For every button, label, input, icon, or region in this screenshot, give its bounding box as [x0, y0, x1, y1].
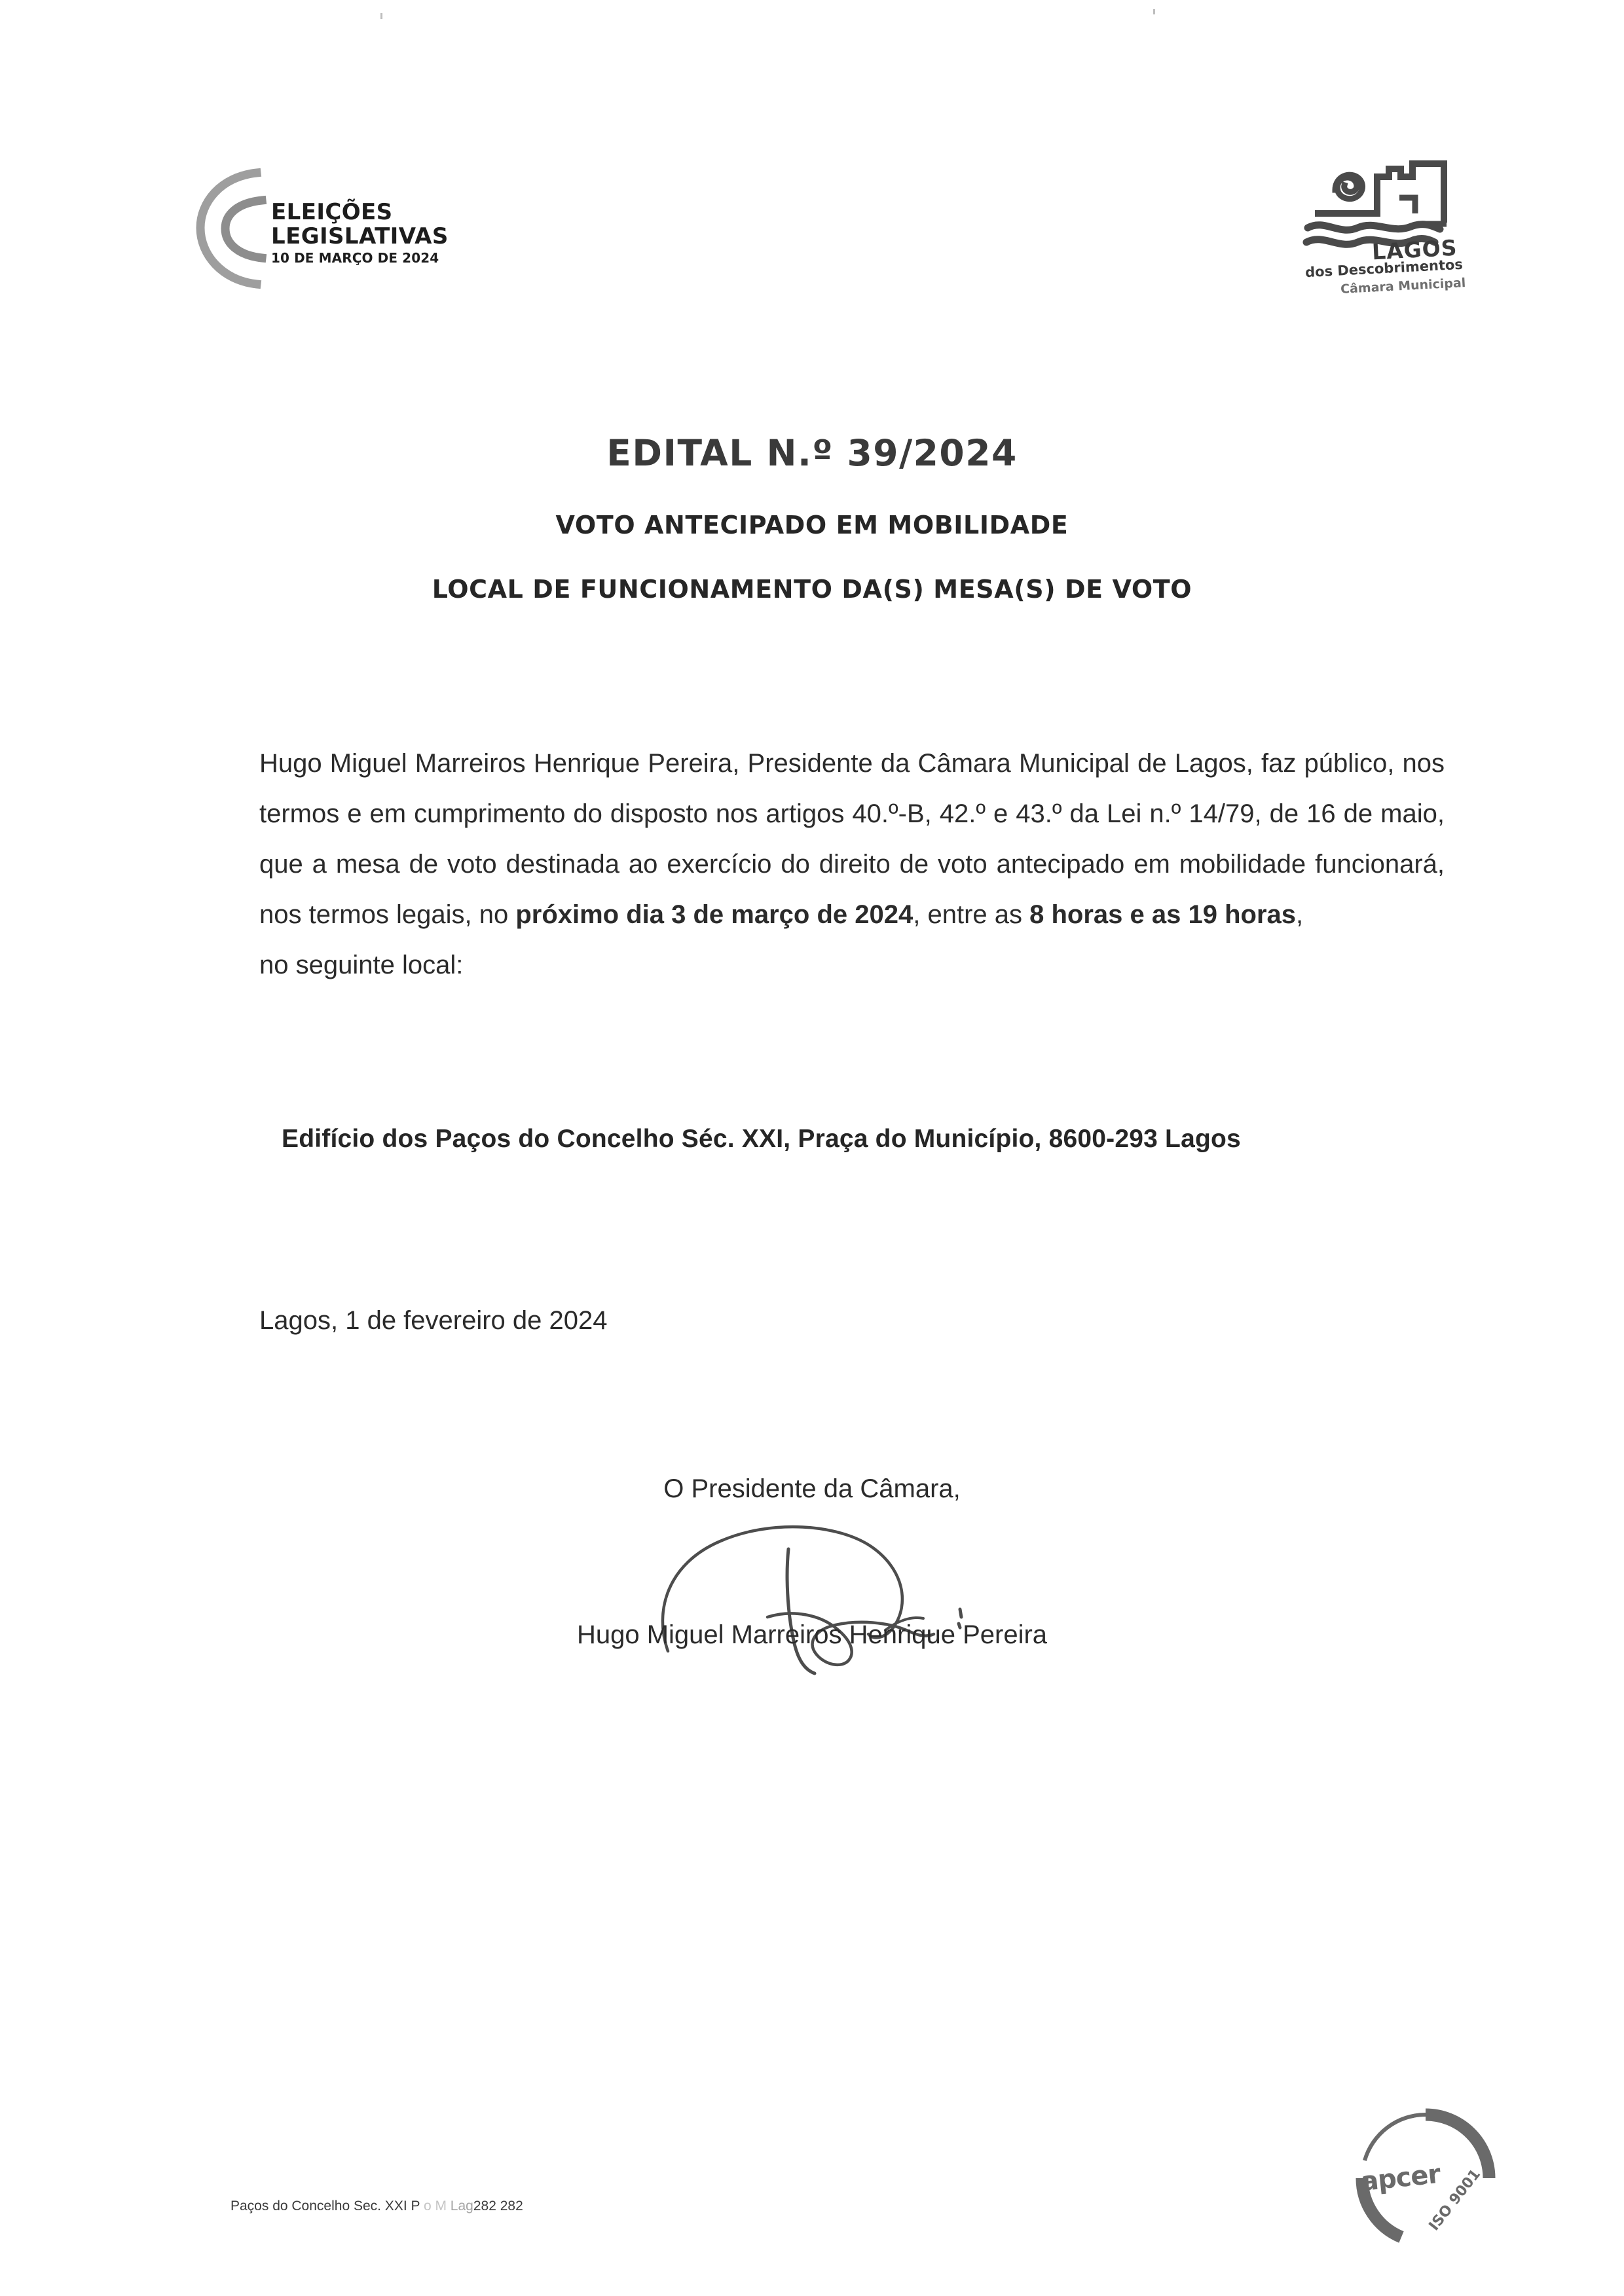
body-bold-date: próximo dia 3 de março de 2024 [515, 900, 913, 929]
municipal-logo-name: LAGOS [1371, 234, 1458, 265]
issue-date: Lagos, 1 de fevereiro de 2024 [259, 1306, 608, 1335]
body-text-part1: Hugo Miguel Marreiros Henrique Pereira, Presidente da Câmara Municipal de Lagos, faz público, nos termos e em cumprimento do disposto nos artigos 40.º-B, 42.º e 43.º da Lei n.º 14/79, de 16 de maio, que a mesa de voto destinada ao exercício do direito de voto antecipado em mobilidade funcionará, nos termos legais, no [259, 749, 1445, 929]
footer-phone-1: 282 [473, 2198, 496, 2214]
body-text-part3: , [1296, 900, 1304, 929]
body-paragraph [259, 738, 1445, 991]
apcer-certification-seal [1350, 2103, 1501, 2253]
subtitle-two: LOCAL DE FUNCIONAMENTO DA(S) MESA(S) DE VOTO [432, 575, 1192, 604]
election-logo-text [271, 200, 454, 266]
body-bold-hours: 8 horas e as 19 horas [1029, 900, 1297, 929]
footer-address-faded-2: Lag [446, 2198, 473, 2214]
handwritten-signature [629, 1512, 1113, 1676]
municipal-logo [1293, 151, 1483, 304]
seal-standard: ISO 9001 [1426, 2166, 1485, 2234]
body-last-line: no seguinte local: [259, 951, 464, 979]
footer-contact-line [231, 2198, 1357, 2214]
scan-speck [1153, 9, 1155, 14]
footer-address-strong: Paços do Concelho Sec. XXI P [231, 2198, 420, 2214]
signatory-name: Hugo Miguel Marreiros Henrique Pereira [576, 1620, 1048, 1649]
election-logo [194, 160, 456, 297]
municipal-logo-tagline: dos Descobrimentos [1304, 256, 1464, 281]
voting-location-address: Edifício dos Paços do Concelho Séc. XXI, Praça do Município, 8600-293 Lagos [282, 1125, 1241, 1153]
footer-phone-2: 282 [500, 2198, 523, 2214]
election-logo-line3: 10 DE MARÇO DE 2024 [271, 250, 439, 266]
municipal-logo-entity: Câmara Municipal [1340, 276, 1466, 297]
election-logo-line2: LEGISLATIVAS [271, 223, 449, 249]
signatory-title: O Presidente da Câmara, [663, 1474, 961, 1503]
subtitle-one: VOTO ANTECIPADO EM MOBILIDADE [555, 511, 1069, 539]
seal-brand: apcer [1359, 2159, 1442, 2198]
election-logo-line1: ELEIÇÕES [271, 199, 393, 225]
page-title: EDITAL N.º 39/2024 [606, 432, 1018, 474]
scan-speck [380, 13, 382, 19]
footer-address-faded-1: o M [420, 2198, 447, 2214]
body-text-part2: , entre as [913, 900, 1030, 929]
